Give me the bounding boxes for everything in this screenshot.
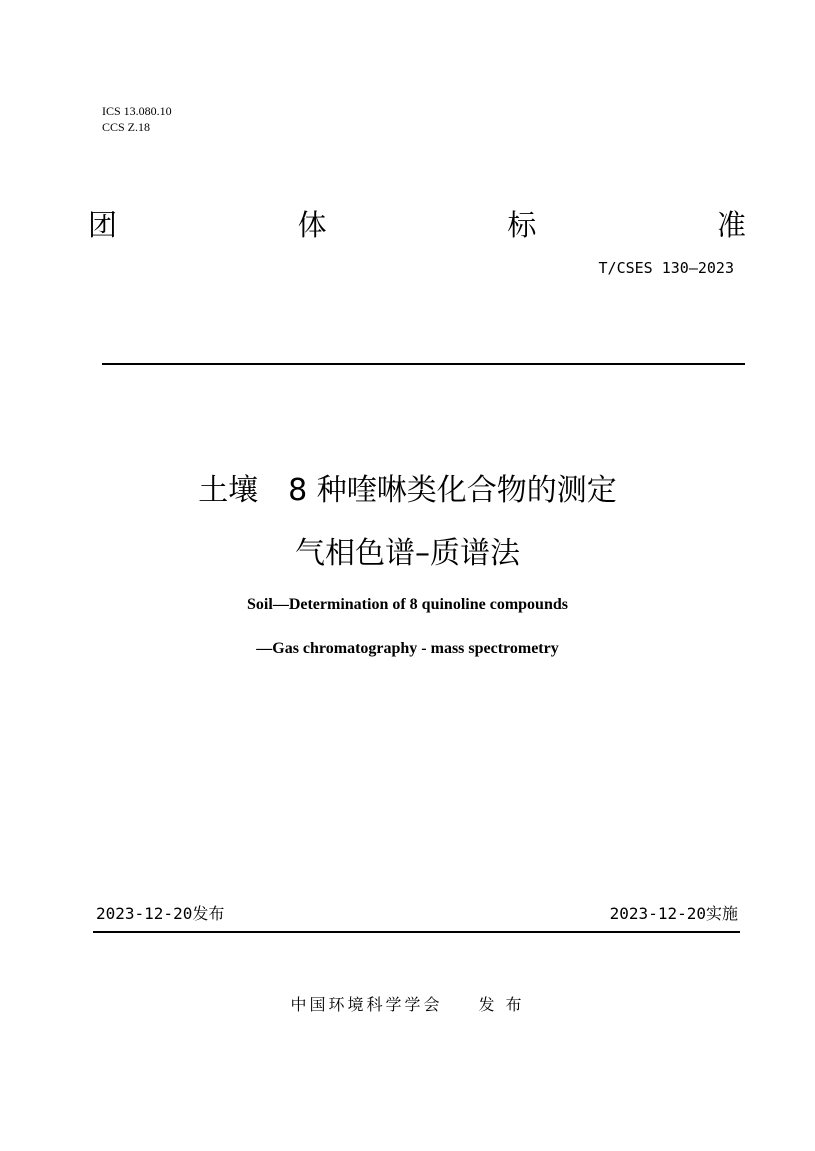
standard-code: T/CSES 130—2023 [598, 259, 734, 277]
publisher-line [0, 994, 815, 1016]
ccs-code: CCS Z.18 [102, 120, 151, 134]
title-en-line2: —Gas chromatography - mass spectrometry [256, 640, 559, 657]
publish-date: 2023-12-20发布 [96, 904, 225, 923]
standard-type-char: 体 [297, 208, 327, 242]
classification-codes [102, 103, 172, 135]
publisher-name: 中国环境科学学会 [290, 995, 443, 1014]
title-en-line1: Soil—Determination of 8 quinoline compounds [247, 596, 568, 613]
implement-date: 2023-12-20实施 [609, 904, 738, 923]
footer-divider [93, 931, 740, 933]
header-divider [102, 363, 745, 365]
standard-type-char: 标 [507, 208, 537, 242]
title-cn-line1: 土壤 8 种喹啉类化合物的测定 [198, 473, 617, 508]
publisher-action: 发 布 [478, 995, 525, 1014]
standard-type-heading [88, 205, 746, 245]
title-cn-line2: 气相色谱–质谱法 [295, 536, 520, 571]
standard-type-char: 团 [88, 208, 118, 242]
date-row [96, 903, 738, 925]
ics-code: ICS 13.080.10 [102, 104, 172, 118]
standard-type-char: 准 [716, 208, 746, 242]
